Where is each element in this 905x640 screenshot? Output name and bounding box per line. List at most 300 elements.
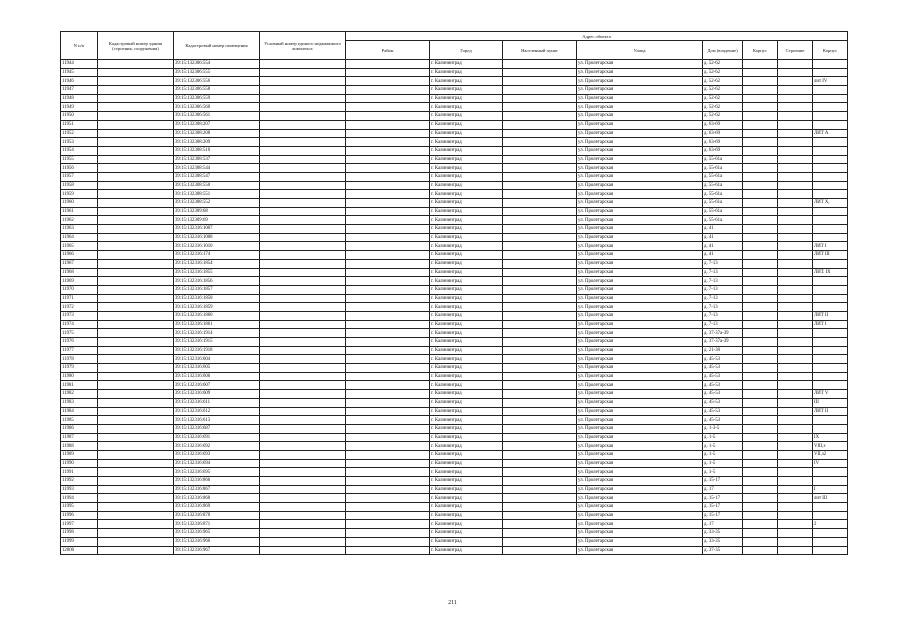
cell-district: [346, 146, 430, 155]
cell-city: г. Калининград: [430, 372, 503, 381]
cell-korpus: [743, 468, 778, 477]
cell-building-cadastral: [98, 277, 174, 286]
cell-district: [346, 433, 430, 442]
cell-stroenie: [778, 511, 813, 520]
cell-num: 11982: [61, 390, 98, 399]
cell-house: д. 17: [703, 485, 743, 494]
cell-complex-number: [260, 129, 346, 138]
cell-korpus: [743, 442, 778, 451]
cell-complex-number: [260, 199, 346, 208]
cell-settlement: [503, 477, 577, 486]
cell-last: ЛИТ II: [813, 407, 848, 416]
cell-last: [813, 216, 848, 225]
cell-house: д. 37-37а-39: [703, 329, 743, 338]
cell-room-cadastral: 39:15:132306:560: [174, 103, 260, 112]
cell-street: ул. Пролетарская: [577, 520, 703, 529]
cell-korpus: [743, 511, 778, 520]
cell-building-cadastral: [98, 112, 174, 121]
cell-complex-number: [260, 103, 346, 112]
cell-house: д. 15-17: [703, 511, 743, 520]
cell-complex-number: [260, 172, 346, 181]
cell-last: [813, 120, 848, 129]
cell-house: д. 7-13: [703, 277, 743, 286]
cell-num: 11950: [61, 112, 98, 121]
cell-stroenie: [778, 329, 813, 338]
cell-korpus: [743, 503, 778, 512]
cell-district: [346, 172, 430, 181]
cell-room-cadastral: 39:15:132316:1859: [174, 303, 260, 312]
cell-room-cadastral: 39:15:132316:1856: [174, 277, 260, 286]
cell-room-cadastral: 39:15:132316:966: [174, 537, 260, 546]
cell-stroenie: [778, 94, 813, 103]
cell-district: [346, 277, 430, 286]
cell-building-cadastral: [98, 355, 174, 364]
cell-last: [813, 277, 848, 286]
cell-house: д. 15-17: [703, 494, 743, 503]
table-row: [61, 155, 848, 164]
cell-district: [346, 520, 430, 529]
cell-korpus: [743, 172, 778, 181]
cell-settlement: [503, 424, 577, 433]
cell-stroenie: [778, 294, 813, 303]
cell-complex-number: [260, 155, 346, 164]
cell-num: 11999: [61, 537, 98, 546]
cell-district: [346, 259, 430, 268]
cell-city: г. Калининград: [430, 459, 503, 468]
cell-city: г. Калининград: [430, 120, 503, 129]
cell-stroenie: [778, 86, 813, 95]
cell-street: ул. Пролетарская: [577, 355, 703, 364]
cell-last: ЛИТ V: [813, 390, 848, 399]
cell-last: [813, 146, 848, 155]
cell-last: [813, 138, 848, 147]
cell-building-cadastral: [98, 433, 174, 442]
cell-building-cadastral: [98, 346, 174, 355]
cell-korpus: [743, 459, 778, 468]
table-row: [61, 103, 848, 112]
cell-street: ул. Пролетарская: [577, 294, 703, 303]
cell-last: [813, 181, 848, 190]
cell-korpus: [743, 407, 778, 416]
cell-room-cadastral: 39:15:132308:207: [174, 120, 260, 129]
cell-num: 11992: [61, 477, 98, 486]
cell-room-cadastral: 39:15:132316:607: [174, 381, 260, 390]
cell-num: 11990: [61, 459, 98, 468]
cell-building-cadastral: [98, 477, 174, 486]
cell-complex-number: [260, 94, 346, 103]
cell-street: ул. Пролетарская: [577, 433, 703, 442]
cell-num: 11949: [61, 103, 98, 112]
cell-last: [813, 468, 848, 477]
cell-house: д. 63-69: [703, 120, 743, 129]
cell-district: [346, 233, 430, 242]
cell-city: г. Калининград: [430, 259, 503, 268]
cell-stroenie: [778, 199, 813, 208]
table-row: [61, 251, 848, 260]
cell-settlement: [503, 155, 577, 164]
cell-house: д. 7-13: [703, 294, 743, 303]
table-row: [61, 268, 848, 277]
cell-complex-number: [260, 112, 346, 121]
cell-house: д. 55-61а: [703, 190, 743, 199]
cell-city: г. Калининград: [430, 468, 503, 477]
cell-num: 11965: [61, 242, 98, 251]
cell-building-cadastral: [98, 94, 174, 103]
cell-complex-number: [260, 190, 346, 199]
cell-district: [346, 285, 430, 294]
cell-house: д. 21-30: [703, 346, 743, 355]
cell-district: [346, 390, 430, 399]
cell-last: [813, 172, 848, 181]
cell-last: [813, 207, 848, 216]
cell-district: [346, 537, 430, 546]
cell-korpus: [743, 520, 778, 529]
cell-room-cadastral: 39:15:132306:555: [174, 68, 260, 77]
cell-korpus: [743, 190, 778, 199]
table-row: [61, 138, 848, 147]
cell-street: ул. Пролетарская: [577, 311, 703, 320]
cell-street: ул. Пролетарская: [577, 242, 703, 251]
cell-complex-number: [260, 477, 346, 486]
cell-room-cadastral: 39:15:132308:537: [174, 155, 260, 164]
cell-street: ул. Пролетарская: [577, 285, 703, 294]
cell-settlement: [503, 355, 577, 364]
cell-last: [813, 346, 848, 355]
cell-korpus: [743, 424, 778, 433]
cell-room-cadastral: 39:15:132309:68: [174, 207, 260, 216]
cell-settlement: [503, 364, 577, 373]
cell-complex-number: [260, 68, 346, 77]
cell-district: [346, 450, 430, 459]
cell-house: д. 1-5: [703, 459, 743, 468]
cell-korpus: [743, 416, 778, 425]
cell-room-cadastral: 39:15:132316:693: [174, 450, 260, 459]
table-row: [61, 468, 848, 477]
table-row: [61, 537, 848, 546]
cell-district: [346, 251, 430, 260]
cell-stroenie: [778, 259, 813, 268]
table-row: [61, 259, 848, 268]
page-number: 211: [448, 600, 457, 606]
cell-settlement: [503, 529, 577, 538]
cell-house: д. 33-35: [703, 537, 743, 546]
cell-street: ул. Пролетарская: [577, 320, 703, 329]
cell-city: г. Калининград: [430, 103, 503, 112]
cell-building-cadastral: [98, 225, 174, 234]
table-row: [61, 364, 848, 373]
cell-house: д. 63-69: [703, 146, 743, 155]
cell-room-cadastral: 39:15:132308:544: [174, 164, 260, 173]
cell-num: 11986: [61, 424, 98, 433]
cell-last: [813, 303, 848, 312]
cell-city: г. Калининград: [430, 311, 503, 320]
cell-stroenie: [778, 146, 813, 155]
cell-house: д. 55-61а: [703, 199, 743, 208]
cell-korpus: [743, 485, 778, 494]
table-row: [61, 172, 848, 181]
cell-room-cadastral: 39:15:132306:558: [174, 86, 260, 95]
cell-district: [346, 355, 430, 364]
cell-korpus: [743, 155, 778, 164]
cell-street: ул. Пролетарская: [577, 372, 703, 381]
cell-last: [813, 94, 848, 103]
cell-korpus: [743, 112, 778, 121]
cell-street: ул. Пролетарская: [577, 155, 703, 164]
cell-city: г. Калининград: [430, 511, 503, 520]
cell-city: г. Калининград: [430, 346, 503, 355]
cell-korpus: [743, 60, 778, 69]
cell-complex-number: [260, 120, 346, 129]
table-row: [61, 320, 848, 329]
cell-num: 11981: [61, 381, 98, 390]
cell-complex-number: [260, 233, 346, 242]
cell-city: г. Калининград: [430, 503, 503, 512]
cell-building-cadastral: [98, 120, 174, 129]
cell-room-cadastral: 39:15:132308:547: [174, 172, 260, 181]
cell-last: VIII,з: [813, 442, 848, 451]
cell-room-cadastral: 39:15:132308:208: [174, 129, 260, 138]
cell-stroenie: [778, 172, 813, 181]
cell-stroenie: [778, 390, 813, 399]
cell-building-cadastral: [98, 164, 174, 173]
cell-last: IV: [813, 459, 848, 468]
cell-district: [346, 60, 430, 69]
cell-num: 11980: [61, 372, 98, 381]
cell-building-cadastral: [98, 311, 174, 320]
cell-building-cadastral: [98, 207, 174, 216]
cell-street: ул. Пролетарская: [577, 120, 703, 129]
cell-city: г. Калининград: [430, 450, 503, 459]
cell-settlement: [503, 468, 577, 477]
cell-building-cadastral: [98, 285, 174, 294]
cell-complex-number: [260, 329, 346, 338]
cell-city: г. Калининград: [430, 225, 503, 234]
register-sheet: [60, 31, 847, 555]
cell-city: г. Калининград: [430, 442, 503, 451]
cell-stroenie: [778, 303, 813, 312]
cell-settlement: [503, 225, 577, 234]
cell-street: ул. Пролетарская: [577, 511, 703, 520]
cell-last: [813, 546, 848, 555]
cell-district: [346, 329, 430, 338]
cell-house: д. 1-5: [703, 433, 743, 442]
cell-settlement: [503, 277, 577, 286]
cell-house: д. 15-17: [703, 503, 743, 512]
cell-num: 11944: [61, 60, 98, 69]
cell-korpus: [743, 294, 778, 303]
cell-room-cadastral: 39:15:132316:694: [174, 459, 260, 468]
cell-stroenie: [778, 251, 813, 260]
cell-house: д. 41: [703, 233, 743, 242]
cell-last: [813, 190, 848, 199]
cell-settlement: [503, 320, 577, 329]
cell-settlement: [503, 398, 577, 407]
cell-house: д. 63-69: [703, 138, 743, 147]
cell-district: [346, 199, 430, 208]
cell-settlement: [503, 450, 577, 459]
cell-street: ул. Пролетарская: [577, 424, 703, 433]
cell-settlement: [503, 60, 577, 69]
cell-street: ул. Пролетарская: [577, 103, 703, 112]
cell-stroenie: [778, 68, 813, 77]
cell-street: ул. Пролетарская: [577, 407, 703, 416]
cell-house: д. 52-62: [703, 94, 743, 103]
cell-settlement: [503, 233, 577, 242]
cell-settlement: [503, 303, 577, 312]
cell-district: [346, 207, 430, 216]
cell-room-cadastral: 39:15:132308:552: [174, 199, 260, 208]
cell-complex-number: [260, 86, 346, 95]
cell-stroenie: [778, 207, 813, 216]
cell-last: [813, 103, 848, 112]
cell-city: г. Калининград: [430, 364, 503, 373]
table-row: [61, 285, 848, 294]
cell-street: ул. Пролетарская: [577, 364, 703, 373]
cell-building-cadastral: [98, 390, 174, 399]
cell-num: 11973: [61, 311, 98, 320]
cell-num: 11951: [61, 120, 98, 129]
cell-district: [346, 294, 430, 303]
cell-street: ул. Пролетарская: [577, 503, 703, 512]
cell-settlement: [503, 268, 577, 277]
cell-stroenie: [778, 320, 813, 329]
cell-district: [346, 112, 430, 121]
cell-last: [813, 338, 848, 347]
header-street: Улица: [577, 41, 703, 60]
cell-num: 11956: [61, 164, 98, 173]
cell-num: 11948: [61, 94, 98, 103]
cell-last: лит IV: [813, 77, 848, 86]
cell-street: ул. Пролетарская: [577, 259, 703, 268]
cell-settlement: [503, 416, 577, 425]
cell-stroenie: [778, 112, 813, 121]
cell-street: ул. Пролетарская: [577, 329, 703, 338]
table-row: [61, 120, 848, 129]
cell-num: 11962: [61, 216, 98, 225]
table-row: [61, 450, 848, 459]
table-row: [61, 372, 848, 381]
cell-settlement: [503, 407, 577, 416]
table-row: [61, 485, 848, 494]
cell-korpus: [743, 103, 778, 112]
header-complex-number: Условный номер единого недвижимого комплекса: [260, 32, 346, 60]
cell-house: д. 52-62: [703, 77, 743, 86]
cell-num: 11968: [61, 268, 98, 277]
cell-room-cadastral: 39:15:132316:868: [174, 494, 260, 503]
cell-num: 11984: [61, 407, 98, 416]
table-row: [61, 112, 848, 121]
cell-house: д. 1-5: [703, 450, 743, 459]
cell-complex-number: [260, 338, 346, 347]
table-row: [61, 424, 848, 433]
cell-room-cadastral: 39:15:132306:559: [174, 94, 260, 103]
cell-house: д. 7-13: [703, 303, 743, 312]
cell-complex-number: [260, 268, 346, 277]
cell-room-cadastral: 39:15:132316:1857: [174, 285, 260, 294]
cell-num: 11971: [61, 294, 98, 303]
cell-district: [346, 86, 430, 95]
cell-stroenie: [778, 129, 813, 138]
cell-complex-number: [260, 242, 346, 251]
cell-complex-number: [260, 303, 346, 312]
cell-num: 11961: [61, 207, 98, 216]
cell-street: ул. Пролетарская: [577, 268, 703, 277]
cell-complex-number: [260, 251, 346, 260]
cell-settlement: [503, 442, 577, 451]
table-row: [61, 346, 848, 355]
cell-last: [813, 537, 848, 546]
cell-district: [346, 398, 430, 407]
cell-house: д. 55-61а: [703, 164, 743, 173]
cell-stroenie: [778, 103, 813, 112]
table-row: [61, 190, 848, 199]
cell-num: 11993: [61, 485, 98, 494]
cell-building-cadastral: [98, 338, 174, 347]
cell-settlement: [503, 199, 577, 208]
cell-complex-number: [260, 277, 346, 286]
cell-house: д. 45-53: [703, 364, 743, 373]
cell-city: г. Калининград: [430, 129, 503, 138]
cell-complex-number: [260, 355, 346, 364]
cell-stroenie: [778, 477, 813, 486]
cell-num: 11991: [61, 468, 98, 477]
cell-settlement: [503, 381, 577, 390]
cell-room-cadastral: 39:15:132316:605: [174, 364, 260, 373]
cell-complex-number: [260, 285, 346, 294]
cell-complex-number: [260, 216, 346, 225]
cell-settlement: [503, 346, 577, 355]
table-row: [61, 216, 848, 225]
cell-last: [813, 424, 848, 433]
cell-complex-number: [260, 320, 346, 329]
cell-last: [813, 329, 848, 338]
cell-complex-number: [260, 294, 346, 303]
cell-street: ул. Пролетарская: [577, 537, 703, 546]
cell-stroenie: [778, 225, 813, 234]
cell-district: [346, 129, 430, 138]
cell-korpus: [743, 320, 778, 329]
cell-house: д. 52-62: [703, 103, 743, 112]
cell-room-cadastral: 39:15:132309:69: [174, 216, 260, 225]
cell-city: г. Калининград: [430, 477, 503, 486]
cell-city: г. Калининград: [430, 494, 503, 503]
cell-room-cadastral: 39:15:132316:612: [174, 407, 260, 416]
cell-city: г. Калининград: [430, 199, 503, 208]
cell-house: д. 45-53: [703, 398, 743, 407]
cell-stroenie: [778, 529, 813, 538]
cell-city: г. Калининград: [430, 537, 503, 546]
cell-stroenie: [778, 424, 813, 433]
cell-building-cadastral: [98, 459, 174, 468]
cell-last: I: [813, 485, 848, 494]
cell-num: 11978: [61, 355, 98, 364]
cell-street: ул. Пролетарская: [577, 77, 703, 86]
cell-room-cadastral: 39:15:132316:692: [174, 442, 260, 451]
cell-building-cadastral: [98, 138, 174, 147]
cell-complex-number: [260, 346, 346, 355]
cell-house: д. 55-61а: [703, 207, 743, 216]
cell-num: 11963: [61, 225, 98, 234]
table-row: [61, 416, 848, 425]
header-last: Корпус: [813, 41, 848, 60]
cell-korpus: [743, 68, 778, 77]
cell-last: ЛИТ. IX: [813, 268, 848, 277]
cell-num: 11954: [61, 146, 98, 155]
table-row: [61, 511, 848, 520]
table-row: [61, 355, 848, 364]
cell-num: 11994: [61, 494, 98, 503]
cell-city: г. Калининград: [430, 416, 503, 425]
